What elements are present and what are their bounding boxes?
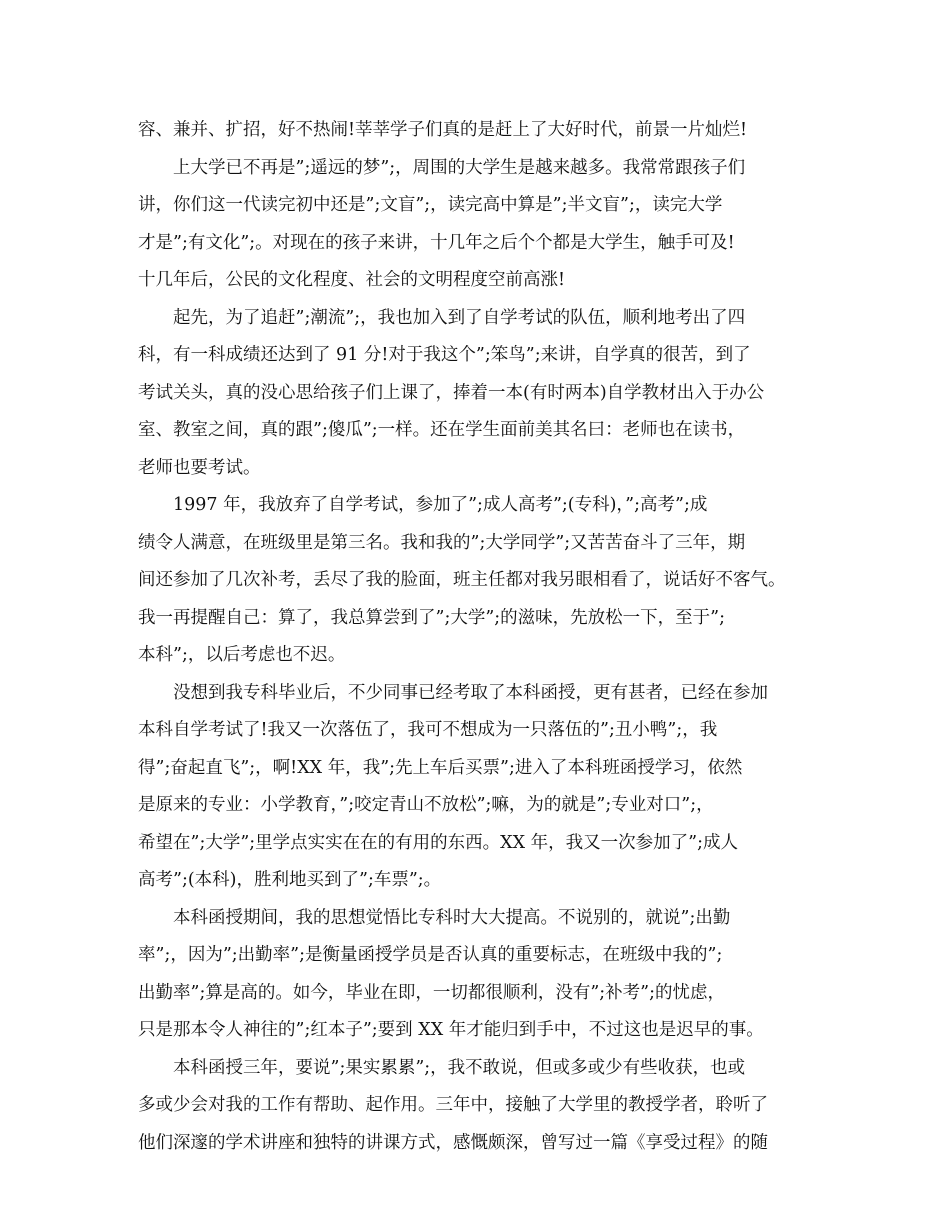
text-line: 得”;奋起直飞”;，啊!XX 年，我”;先上车后买票”;进入了本科班函授学习，依然 [138,757,743,778]
text-line: 室、教室之间，真的跟”;傻瓜”;一样。还在学生面前美其名曰：老师也在读书， [138,420,746,440]
text-line: 希望在”;大学”;里学点实实在在的有用的东西。XX 年，我又一次参加了”;成人 [138,832,739,853]
text-line: 绩令人满意，在班级里是第三名。我和我的”;大学同学”;又苦苦奋斗了三年，期 [138,532,746,553]
text-line: 本科自学考试了!我又一次落伍了，我可不想成为一只落伍的”;丑小鸭”;，我 [138,720,718,740]
text-line: 本科函授三年，要说”;果实累累”;，我不敢说，但或多或少有些收获，也或 [173,1057,746,1078]
text-line: 本科函授期间，我的思想觉悟比专科时大大提高。不说别的，就说”;出勤 [173,907,731,928]
text-line: 我一再提醒自己：算了，我总算尝到了”;大学”;的滋味，先放松一下，至于”; [138,607,726,628]
text-line: 上大学已不再是”;遥远的梦”;，周围的大学生是越来越多。我常常跟孩子们 [173,157,746,178]
text-line: 起先，为了追赶”;潮流”;，我也加入到了自学考试的队伍，顺利地考出了四 [173,307,746,328]
text-line: 只是那本令人神往的”;红本子”;要到 XX 年才能归到手中，不过这也是迟早的事。 [138,1020,764,1040]
text-line: 1997 年，我放弃了自学考试，参加了”;成人高考”;(专科)，”;高考”;成 [173,495,708,515]
text-line: 容、兼并、扩招，好不热闹!莘莘学子们真的是赶上了大好时代，前景一片灿烂! [138,120,748,140]
text-line: 高考”;(本科)，胜利地买到了”;车票”;。 [138,870,442,890]
text-line: 科，有一科成绩还达到了 91 分!对于我这个”;笨鸟”;来讲，自学真的很苦，到了 [138,345,751,365]
text-line: 间还参加了几次补考，丢尽了我的脸面，班主任都对我另眼相看了，说话好不客气。 [138,570,786,590]
text-line: 出勤率”;算是高的。如今，毕业在即，一切都很顺利，没有”;补考”;的忧虑， [138,982,726,1003]
text-line: 是原来的专业：小学教育，”;咬定青山不放松”;嘛，为的就是”;专业对口”;， [138,795,714,815]
text-line: 考试关头，真的没心思给孩子们上课了，捧着一本(有时两本)自学教材出入于办公 [138,382,765,403]
text-line: 没想到我专科毕业后，不少同事已经考取了本科函授，更有甚者，已经在参加 [173,682,768,703]
text-line: 本科”;，以后考虑也不迟。 [138,645,346,665]
text-line: 率”;，因为”;出勤率”;是衡量函授学员是否认真的重要标志，在班级中我的”; [138,945,723,965]
text-line: 他们深邃的学术讲座和独特的讲课方式，感慨颇深，曾写过一篇《享受过程》的随 [138,1132,768,1153]
text-line: 老师也要考试。 [138,457,261,478]
text-line: 十几年后，公民的文化程度、社会的文明程度空前高涨! [138,270,566,290]
text-line: 讲，你们这一代读完初中还是”;文盲”;，读完高中算是”;半文盲”;，读完大学 [138,195,723,215]
body-text [138,112,838,1162]
text-line: 才是”;有文化”;。对现在的孩子来讲，十几年之后个个都是大学生，触手可及! [138,232,735,253]
text-line: 多或少会对我的工作有帮助、起作用。三年中，接触了大学里的教授学者，聆听了 [138,1095,768,1115]
